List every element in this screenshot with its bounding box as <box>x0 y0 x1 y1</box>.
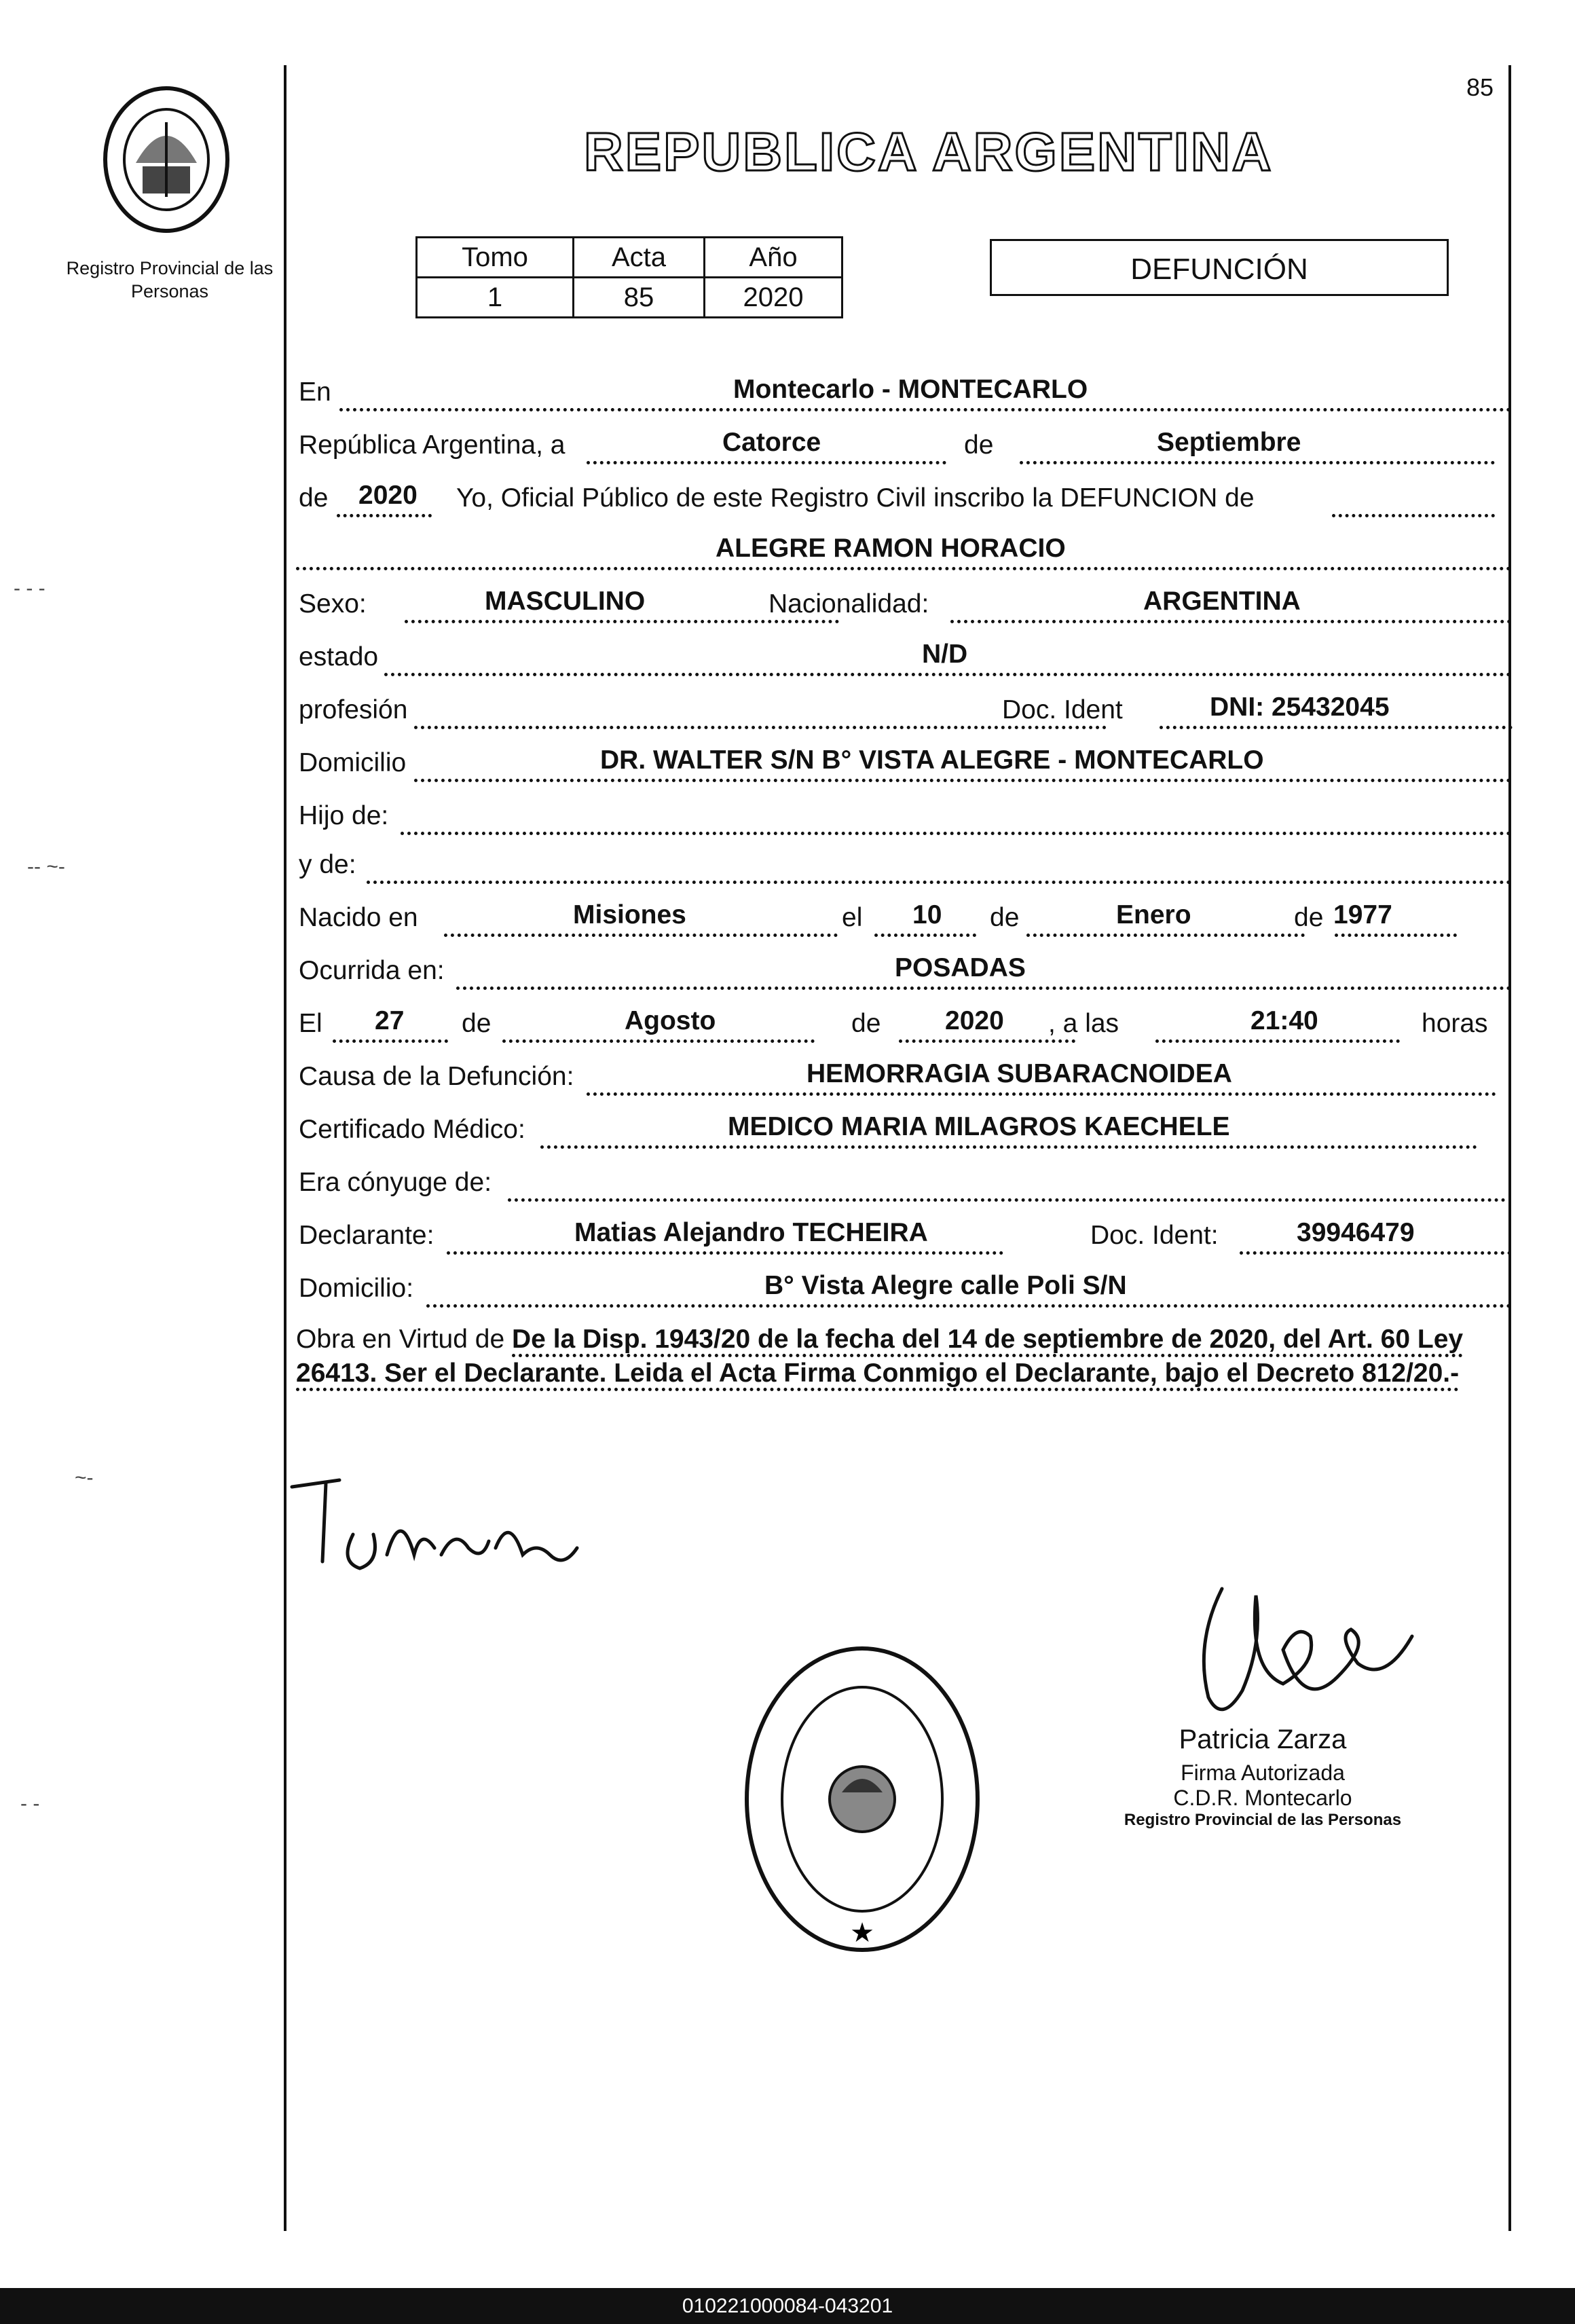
sexo-label: Sexo: <box>299 589 367 619</box>
de-label-4: de <box>1294 903 1324 932</box>
domicilio2-value: B° Vista Alegre calle Poli S/N <box>764 1271 1127 1300</box>
acta-value-ano: 2020 <box>705 278 842 318</box>
year-value: 2020 <box>358 481 418 510</box>
republica-label: República Argentina, a <box>299 430 566 460</box>
nacido-value: Misiones <box>573 900 686 929</box>
de-label-2: de <box>299 483 329 513</box>
row-y-de <box>296 839 1511 887</box>
nacionalidad-value: ARGENTINA <box>1143 587 1301 616</box>
declarante-value: Matias Alejandro TECHEIRA <box>574 1218 928 1247</box>
acta-value-tomo: 1 <box>417 278 574 318</box>
row-certificado <box>296 1104 1511 1151</box>
certificado-value: MEDICO MARIA MILAGROS KAECHELE <box>728 1112 1230 1141</box>
en-label: En <box>299 377 331 407</box>
domicilio2-label: Domicilio: <box>299 1274 414 1303</box>
row-causa <box>296 1051 1511 1099</box>
nacionalidad-label: Nacionalidad: <box>768 589 929 619</box>
margin-mark: -- ~- <box>27 855 65 878</box>
signer-role: Firma Autorizada <box>1181 1760 1345 1785</box>
acta-table <box>415 236 843 318</box>
acta-header-ano: Año <box>705 238 842 278</box>
conyuge-label: Era cónyuge de: <box>299 1168 492 1197</box>
registry-name: Registro Provincial de las Personas <box>66 258 274 301</box>
death-year: 2020 <box>945 1006 1004 1035</box>
yde-label: y de: <box>299 850 356 879</box>
page-number: 85 <box>1466 73 1494 101</box>
horas-label: horas <box>1422 1009 1488 1038</box>
row-domicilio <box>296 737 1511 785</box>
document-title: REPUBLICA ARGENTINA <box>584 122 1274 182</box>
de-label-5: de <box>462 1009 492 1038</box>
de-label-1: de <box>964 430 994 460</box>
acta-header-tomo: Tomo <box>417 238 574 278</box>
declarante-label: Declarante: <box>299 1221 434 1250</box>
signer-block <box>1086 1724 1439 1830</box>
acta-header-acta: Acta <box>574 238 705 278</box>
alas-label: , a las <box>1048 1009 1119 1038</box>
de-label-6: de <box>851 1009 881 1038</box>
ocurrida-value: POSADAS <box>895 953 1026 982</box>
row-domicilio-declarante <box>296 1263 1511 1310</box>
domicilio-value: DR. WALTER S/N B° VISTA ALEGRE - MONTECARLO <box>600 745 1264 775</box>
month-value: Septiembre <box>1157 428 1301 457</box>
el2-label: El <box>299 1009 322 1038</box>
de-label-3: de <box>990 903 1020 932</box>
estado-value: N/D <box>922 640 968 669</box>
row-conyuge <box>296 1157 1511 1204</box>
birth-day: 10 <box>912 900 942 929</box>
death-month: Agosto <box>625 1006 716 1035</box>
row-intro <box>296 473 1511 520</box>
birth-year: 1977 <box>1333 900 1392 929</box>
row-deceased-name <box>296 525 1511 573</box>
document-type-box: DEFUNCIÓN <box>990 239 1449 296</box>
row-place <box>296 367 1511 414</box>
row-ocurrida <box>296 945 1511 993</box>
footer-barcode-text: 010221000084-043201 <box>0 2288 1575 2324</box>
causa-label: Causa de la Defunción: <box>299 1062 574 1091</box>
margin-mark: - - <box>20 1792 40 1815</box>
doc-ident-value: DNI: 25432045 <box>1210 693 1390 722</box>
deceased-name: ALEGRE RAMON HORACIO <box>716 534 1066 563</box>
row-birth <box>296 892 1511 940</box>
svg-text:★: ★ <box>850 1917 874 1949</box>
doc-ident-label: Doc. Ident <box>1002 695 1123 724</box>
death-day: 27 <box>375 1006 405 1035</box>
row-death-date <box>296 998 1511 1046</box>
row-estado <box>296 631 1511 679</box>
margin-mark: ~- <box>75 1467 94 1489</box>
signer-registry: Registro Provincial de las Personas <box>1124 1811 1402 1829</box>
acta-value-acta: 85 <box>574 278 705 318</box>
row-hijo <box>296 790 1511 838</box>
sexo-value: MASCULINO <box>485 587 646 616</box>
obra-en-virtud <box>296 1323 1504 1390</box>
margin-mark: - - - <box>14 577 45 600</box>
row-date <box>296 420 1511 467</box>
province-emblem-icon <box>95 81 238 238</box>
doc-ident2-label: Doc. Ident: <box>1090 1221 1219 1250</box>
estado-label: estado <box>299 642 379 671</box>
signer-office: C.D.R. Montecarlo <box>1173 1786 1352 1810</box>
obra-label: Obra en Virtud de <box>296 1325 505 1354</box>
birth-month: Enero <box>1116 900 1191 929</box>
death-time: 21:40 <box>1250 1006 1318 1035</box>
place-value: Montecarlo - MONTECARLO <box>733 375 1088 404</box>
ocurrida-label: Ocurrida en: <box>299 956 445 985</box>
obra-text: De la Disp. 1943/20 de la fecha del 14 de septiembre de 2020, del Art. 60 Ley 26413. Ser el Declarante. Leida el Acta Firma Conmigo el Declarante, bajo el Decreto 812/20.- <box>296 1325 1463 1391</box>
hijo-label: Hijo de: <box>299 801 389 830</box>
certificado-label: Certificado Médico: <box>299 1115 525 1144</box>
el-label: el <box>842 903 863 932</box>
row-declarante <box>296 1210 1511 1257</box>
nacido-label: Nacido en <box>299 903 418 932</box>
doc-ident2-value: 39946479 <box>1297 1218 1415 1247</box>
causa-value: HEMORRAGIA SUBARACNOIDEA <box>807 1059 1232 1088</box>
day-words: Catorce <box>722 428 821 457</box>
row-profesion <box>296 684 1511 732</box>
profesion-label: profesión <box>299 695 408 724</box>
signer-name: Patricia Zarza <box>1179 1724 1347 1754</box>
left-margin-line <box>284 65 286 2231</box>
declarant-signature <box>285 1460 611 1596</box>
domicilio-label: Domicilio <box>299 748 407 777</box>
row-sex-nationality <box>296 578 1511 626</box>
intro-text: Yo, Oficial Público de este Registro Civil inscribo la DEFUNCION de <box>456 483 1255 513</box>
official-seal-icon <box>740 1643 984 1955</box>
